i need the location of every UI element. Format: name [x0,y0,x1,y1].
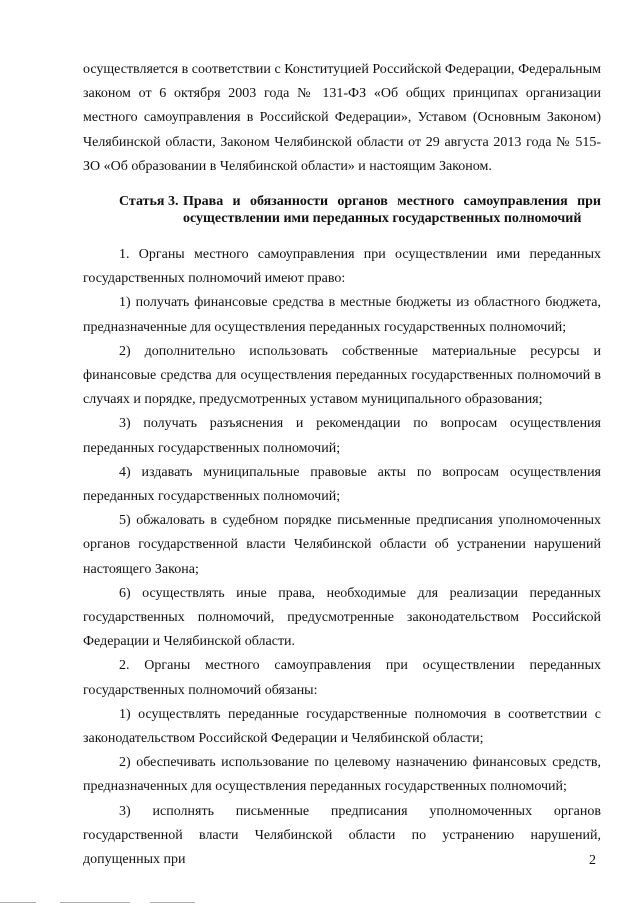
scan-artifact-line [60,902,130,903]
document-body [83,58,601,872]
paragraph-duties-intro: 2. Органы местного самоуправления при осуществлении переданных государственных полномочий обязаны: [83,658,601,698]
page-number: 2 [589,853,596,868]
article-heading [83,193,601,227]
paragraph-duty-2: 2) обеспечивать использование по целевому назначению финансовых средств, предназначенных для осуществления переданных государственных полномочий; [83,755,601,795]
scan-artifact-line [0,902,36,903]
article-title: Права и обязанности органов местного самоуправления при осуществлении ими переданных государственных полномочий [183,194,601,227]
paragraph-right-2: 2) дополнительно использовать собственные материальные ресурсы и финансовые средства для осуществления переданных государственных полномочий в случаях и порядке, предусмотренных уставом муниципального образования; [83,343,601,408]
paragraph-duty-1: 1) осуществлять переданные государственные полномочия в соответствии с законодательством Российской Федерации и Челябинской области; [83,706,601,747]
article-number: Статья 3. [119,194,179,210]
paragraph-right-3: 3) получать разъяснения и рекомендации по вопросам осуществления переданных государственных полномочий; [83,416,601,456]
paragraph-right-5: 5) обжаловать в судебном порядке письменные предписания уполномоченных органов государственной власти Челябинской области об устранении нарушений настоящего Закона; [83,513,601,577]
intro-paragraph: осуществляется в соответствии с Конституцией Российской Федерации, Федеральным законом от 6 октября 2003 года № 131-ФЗ «Об общих принципах организации местного самоуправления в Российской Федерации», Уставом (Основным Законом) Челябинской области, Законом Челябинской области от 29 августа 2013 года № 515-ЗО «Об образовании в Челябинской области» и настоящим Законом. [83,62,601,174]
paragraph-right-4: 4) издавать муниципальные правовые акты по вопросам осуществления переданных государственных полномочий; [83,464,601,505]
paragraph-duty-3: 3) исполнять письменные предписания уполномоченных органов государственной власти Челябинской области по устранению нарушений, допущенных при [83,803,601,868]
paragraph-rights-intro: 1. Органы местного самоуправления при осуществлении ими переданных государственных полномочий имеют право: [83,247,601,287]
paragraph-right-6: 6) осуществлять иные права, необходимые для реализации переданных государственных полномочий, предусмотренные законодательством Российской Федерации и Челябинской области. [83,585,601,650]
scan-artifact-line [150,902,195,903]
paragraph-right-1: 1) получать финансовые средства в местные бюджеты из областного бюджета, предназначенные для осуществления переданных государственных полномочий; [83,295,601,335]
